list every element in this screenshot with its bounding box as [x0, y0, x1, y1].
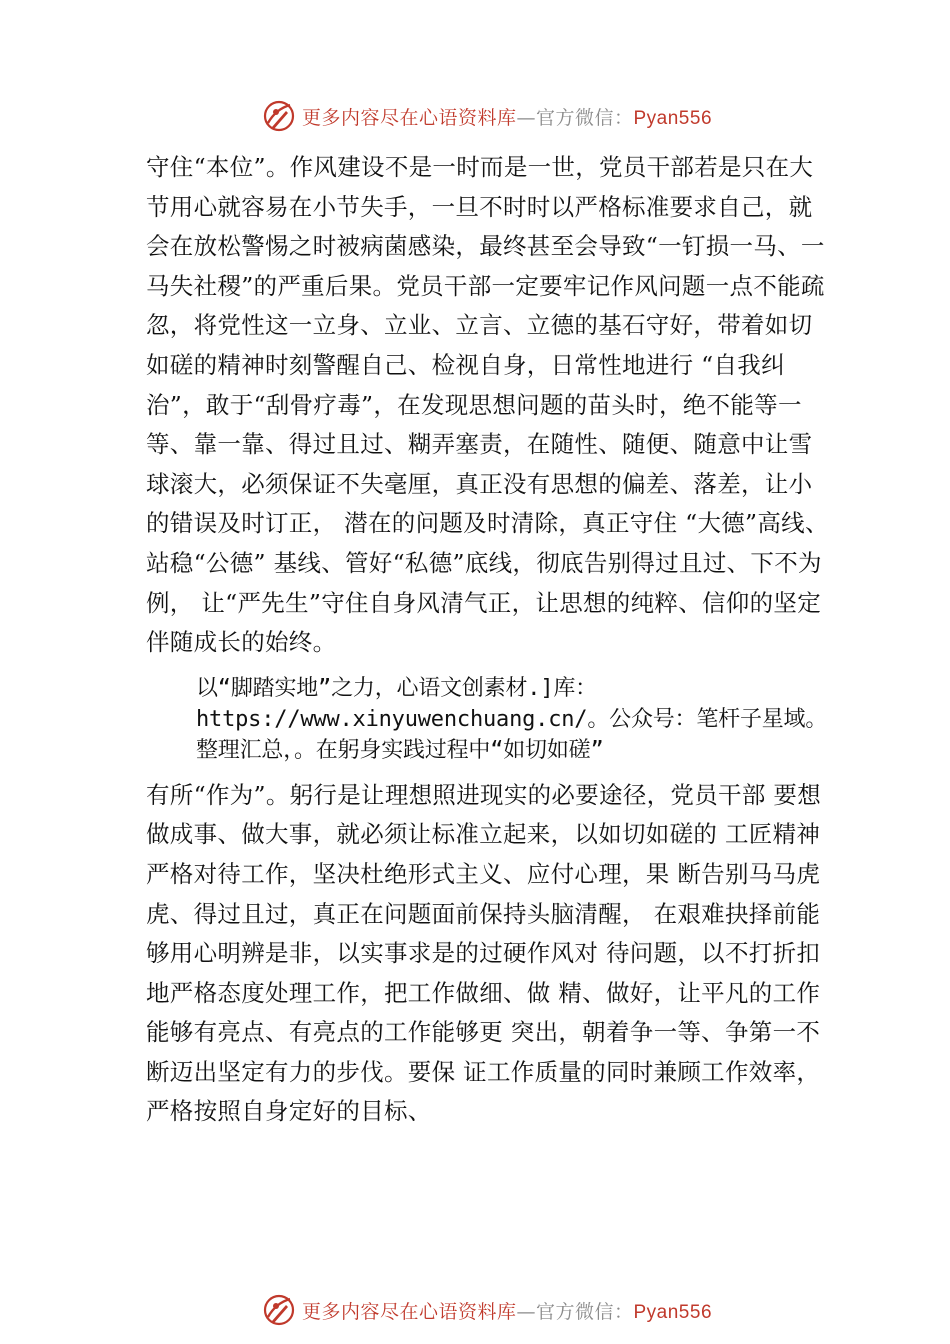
header-text [302, 103, 712, 130]
paragraph-2: 有所“作为”。躬行是让理想照进现实的必要途径，党员干部 要想做成事、做大事，就必须让标准立起来，以如切如磋的 工匠精神严格对待工作，坚决杜绝形式主义、应付心理，果 断告别马马虎虎、得过且过，真正在问题面前保持头脑清醒， 在艰难抉择前能够用心明辨是非，以实事求是的过硬作风对 待问题，以不打折扣地严格态度处理工作，把工作做细、做 精、做好，让平凡的工作能够有亮点、有亮点的工作能够更 突出，朝着争一等、争第一不断迈出坚定有力的步伐。要保 证工作质量的同时兼顾工作效率，严格按照自身定好的目标、 [146, 780, 821, 1126]
header-wechat-label: 官方微信： [535, 106, 634, 129]
footer-wechat-label: 官方微信： [535, 1300, 634, 1323]
header-banner [0, 96, 950, 136]
source-note: 以“脚踏实地”之力，心语文创素材.]库：https://www.xinyuwenchuang.cn/。公众号：笔杆子星域。整理汇总，。在躬身实践过程中“如切如磋” [196, 675, 828, 763]
pen-logo-icon [262, 99, 296, 133]
pen-logo-icon [262, 1293, 296, 1327]
header-wechat-id: Pyan556 [633, 107, 713, 129]
document-body [146, 148, 836, 1132]
footer-text [302, 1297, 712, 1324]
footer-banner [0, 1290, 950, 1330]
header-separator: — [516, 106, 536, 129]
footer-separator: — [516, 1300, 536, 1323]
footer-wechat-id: Pyan556 [633, 1301, 713, 1323]
header-brand: 更多内容尽在心语资料库 [301, 106, 517, 129]
footer-brand: 更多内容尽在心语资料库 [301, 1300, 517, 1323]
paragraph-1: 守住“本位”。作风建设不是一时而是一世，党员干部若是只在大节用心就容易在小节失手，一旦不时时以严格标准要求自己，就会在放松警惕之时被病菌感染，最终甚至会导致“一钉损一马、一马失社稷”的严重后果。党员干部一定要牢记作风问题一点不能疏忽，将党性这一立身、立业、立言、立德的基石守好，带着如切如磋的精神时刻警醒自己、检视自身，日常性地进行 “自我纠治”，敢于“刮骨疗毒”，在发现思想问题的苗头时，绝不能等一等、靠一靠、得过且过、糊弄塞责，在随性、随便、随意中让雪球滚大，必须保证不失毫厘，真正没有思想的偏差、落差，让小的错误及时订正， 潜在的问题及时清除，真正守住 “大德”高线、站稳“公德” 基线、管好“私德”底线，彻底告别得过且过、下不为例， 让“严先生”守住自身风清气正，让思想的纯粹、信仰的坚定伴随成长的始终。 [146, 153, 829, 657]
